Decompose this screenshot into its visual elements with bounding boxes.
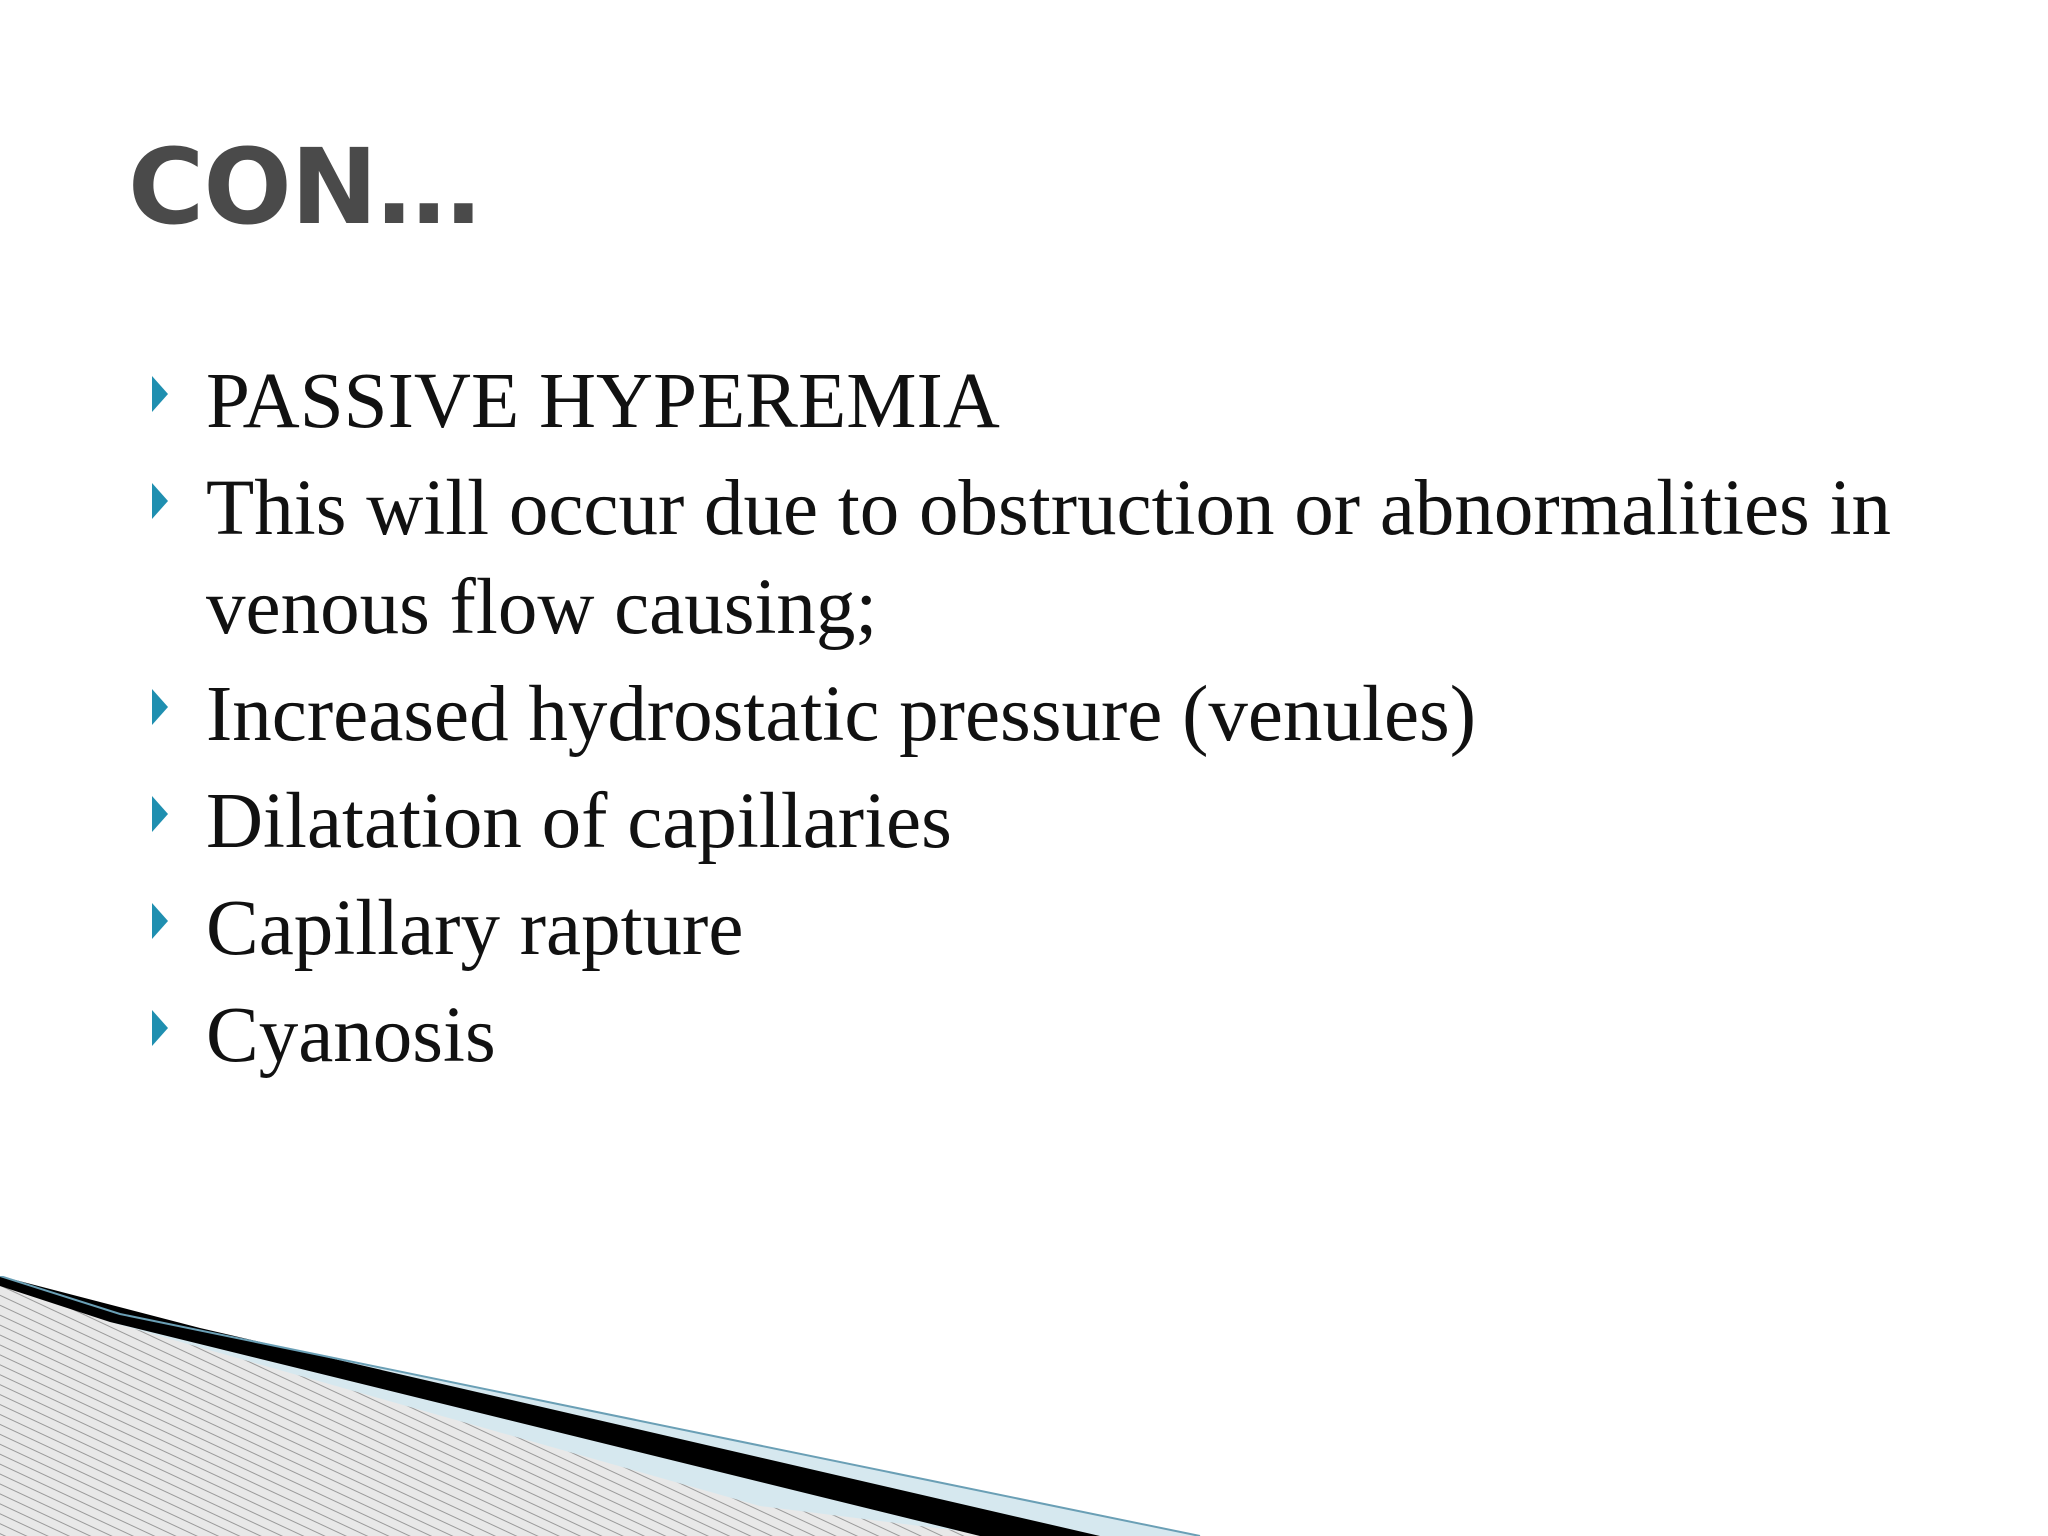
slide-title: CON… [128, 126, 480, 248]
list-item [140, 879, 2000, 978]
decorative-corner-swoosh [0, 1276, 2048, 1536]
bullet-text: Capillary rapture [206, 885, 744, 972]
bullet-text: Increased hydrostatic pressure (venules) [206, 671, 1477, 758]
bullet-list [140, 352, 2000, 1093]
bullet-text: This will occur due to obstruction or abnormalities in venous flow causing; [206, 465, 1891, 651]
list-item [140, 665, 2000, 764]
list-item [140, 986, 2000, 1085]
triangle-right-icon [152, 483, 168, 519]
triangle-right-icon [152, 1010, 168, 1046]
triangle-right-icon [152, 376, 168, 412]
list-item [140, 352, 2000, 451]
bullet-text: Dilatation of capillaries [206, 778, 952, 865]
triangle-right-icon [152, 903, 168, 939]
triangle-right-icon [152, 689, 168, 725]
bullet-text: Cyanosis [206, 992, 496, 1079]
list-item [140, 772, 2000, 871]
triangle-right-icon [152, 796, 168, 832]
list-item [140, 459, 2000, 657]
bullet-text: PASSIVE HYPEREMIA [206, 358, 1000, 445]
